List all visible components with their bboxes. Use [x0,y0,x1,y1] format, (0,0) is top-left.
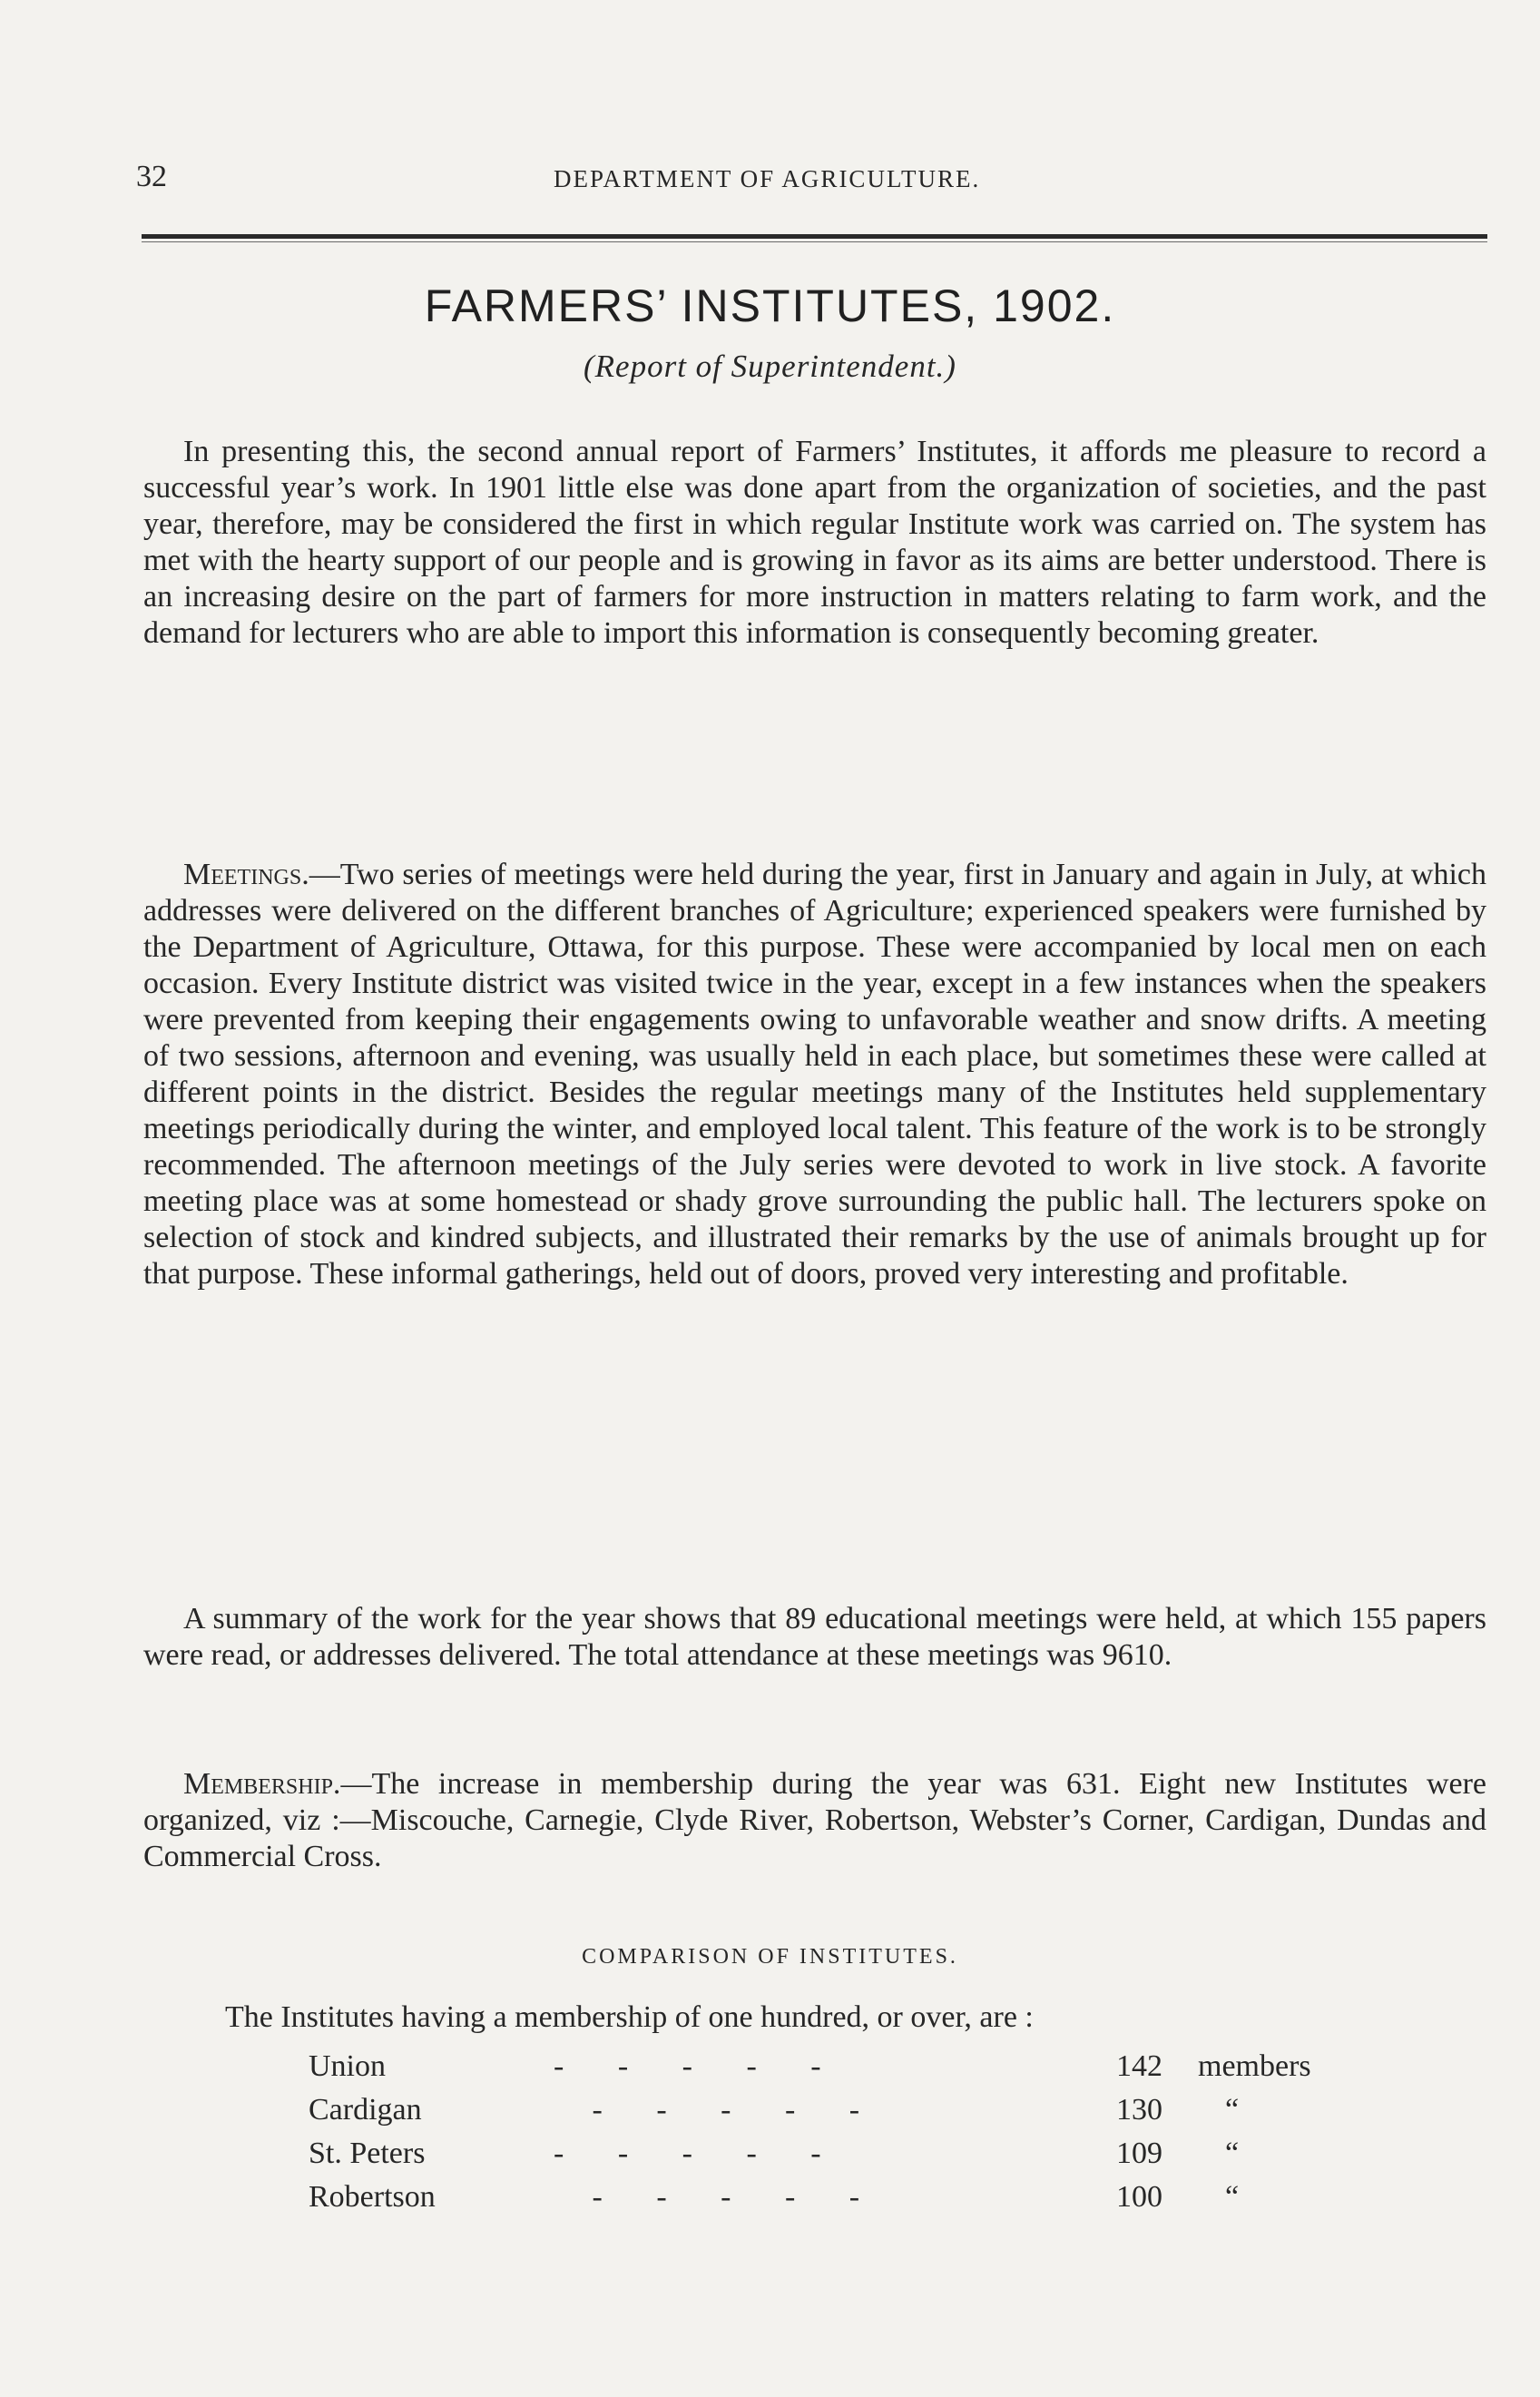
institute-name: St. Peters [309,2137,426,2170]
meetings-heading: Meetings. [183,858,309,891]
header-rule [142,234,1487,239]
comparison-intro: The Institutes having a membership of one hundred, or over, are : [225,2000,1034,2034]
document-title: FARMERS’ INSTITUTES, 1902. [424,280,1116,331]
running-header [136,160,1488,196]
list-item [309,2093,1352,2137]
list-item [309,2137,1352,2180]
comparison-heading: COMPARISON OF INSTITUTES. [582,1945,958,1969]
member-count: 130 [1116,2093,1162,2127]
institute-name: Robertson [309,2180,436,2214]
summary-paragraph: A summary of the work for the year shows that 89 educational meetings were held, at which 155 papers were read, or addresses delivered. The total attendance at these meetings was 9610. [143,1602,1486,1672]
member-unit: “ [1225,2180,1240,2214]
list-item [309,2049,1352,2093]
leader-dashes: - - - - - [554,2180,860,2214]
member-unit: “ [1225,2093,1240,2127]
member-count: 100 [1116,2180,1162,2214]
member-count: 109 [1116,2137,1162,2170]
membership-text: —The increase in membership during the year was 631. Eight new Institutes were organized, viz :—Miscouche, Carnegie, Clyde River, Robertson, Webster’s Corner, Cardigan, Dundas and Commercial Cross. [143,1767,1486,1873]
page-number: 32 [136,160,167,193]
leader-dashes: - - - - - [554,2049,821,2083]
header-rule-thin [142,241,1487,242]
institutes-list [309,2049,1352,2224]
member-unit: members [1198,2049,1311,2083]
member-count: 142 [1116,2049,1162,2083]
leader-dashes: - - - - - [554,2137,821,2170]
institute-name: Union [309,2049,386,2083]
intro-paragraph: In presenting this, the second annual report of Farmers’ Institutes, it affords me pleasure to record a successful year’s work. In 1901 little else was done apart from the organization of societies, and the past year, therefore, may be considered the first in which regular Institute work was carried on. The system has met with the hearty support of our people and is growing in favor as its aims are better understood. There is an increasing desire on the part of farmers for more instruction in matters relating to farm work, and the demand for lecturers who are able to import this information is consequently becoming greater. [143,435,1486,650]
meetings-text: —Two series of meetings were held during the year, first in January and again in July, at which addresses were delivered on the different branches of Agriculture; experienced speakers were furnished by the Department of Agriculture, Ottawa, for this purpose. These were accompanied by local men on each occasion. Every Institute district was visited twice in the year, except in a few instances when the speakers were prevented from keeping their engagements owing to unfavorable weather and snow drifts. A meeting of two sessions, afternoon and evening, was usually held in each place, but sometimes these were called at different points in the district. Besides the regular meetings many of the Institutes held supplementary meetings periodically during the winter, and employed local talent. This feature of the work is to be strongly recommended. The afternoon meetings of the July series were devoted to work in live stock. A favorite meeting place was at some homestead or shady grove surrounding the public hall. The lecturers spoke on selection of stock and kindred subjects, and illustrated their remarks by the use of animals brought up for that purpose. These informal gatherings, held out of doors, proved very interesting and profitable. [143,858,1486,1291]
document-subtitle: (Report of Superintendent.) [584,349,956,384]
membership-paragraph [143,1766,1486,1875]
membership-heading: Membership. [183,1767,341,1801]
leader-dashes: - - - - - [554,2093,860,2127]
meetings-paragraph [143,857,1486,1292]
running-header-title: DEPARTMENT OF AGRICULTURE. [554,165,981,192]
institute-name: Cardigan [309,2093,422,2127]
member-unit: “ [1225,2137,1240,2170]
list-item [309,2180,1352,2224]
